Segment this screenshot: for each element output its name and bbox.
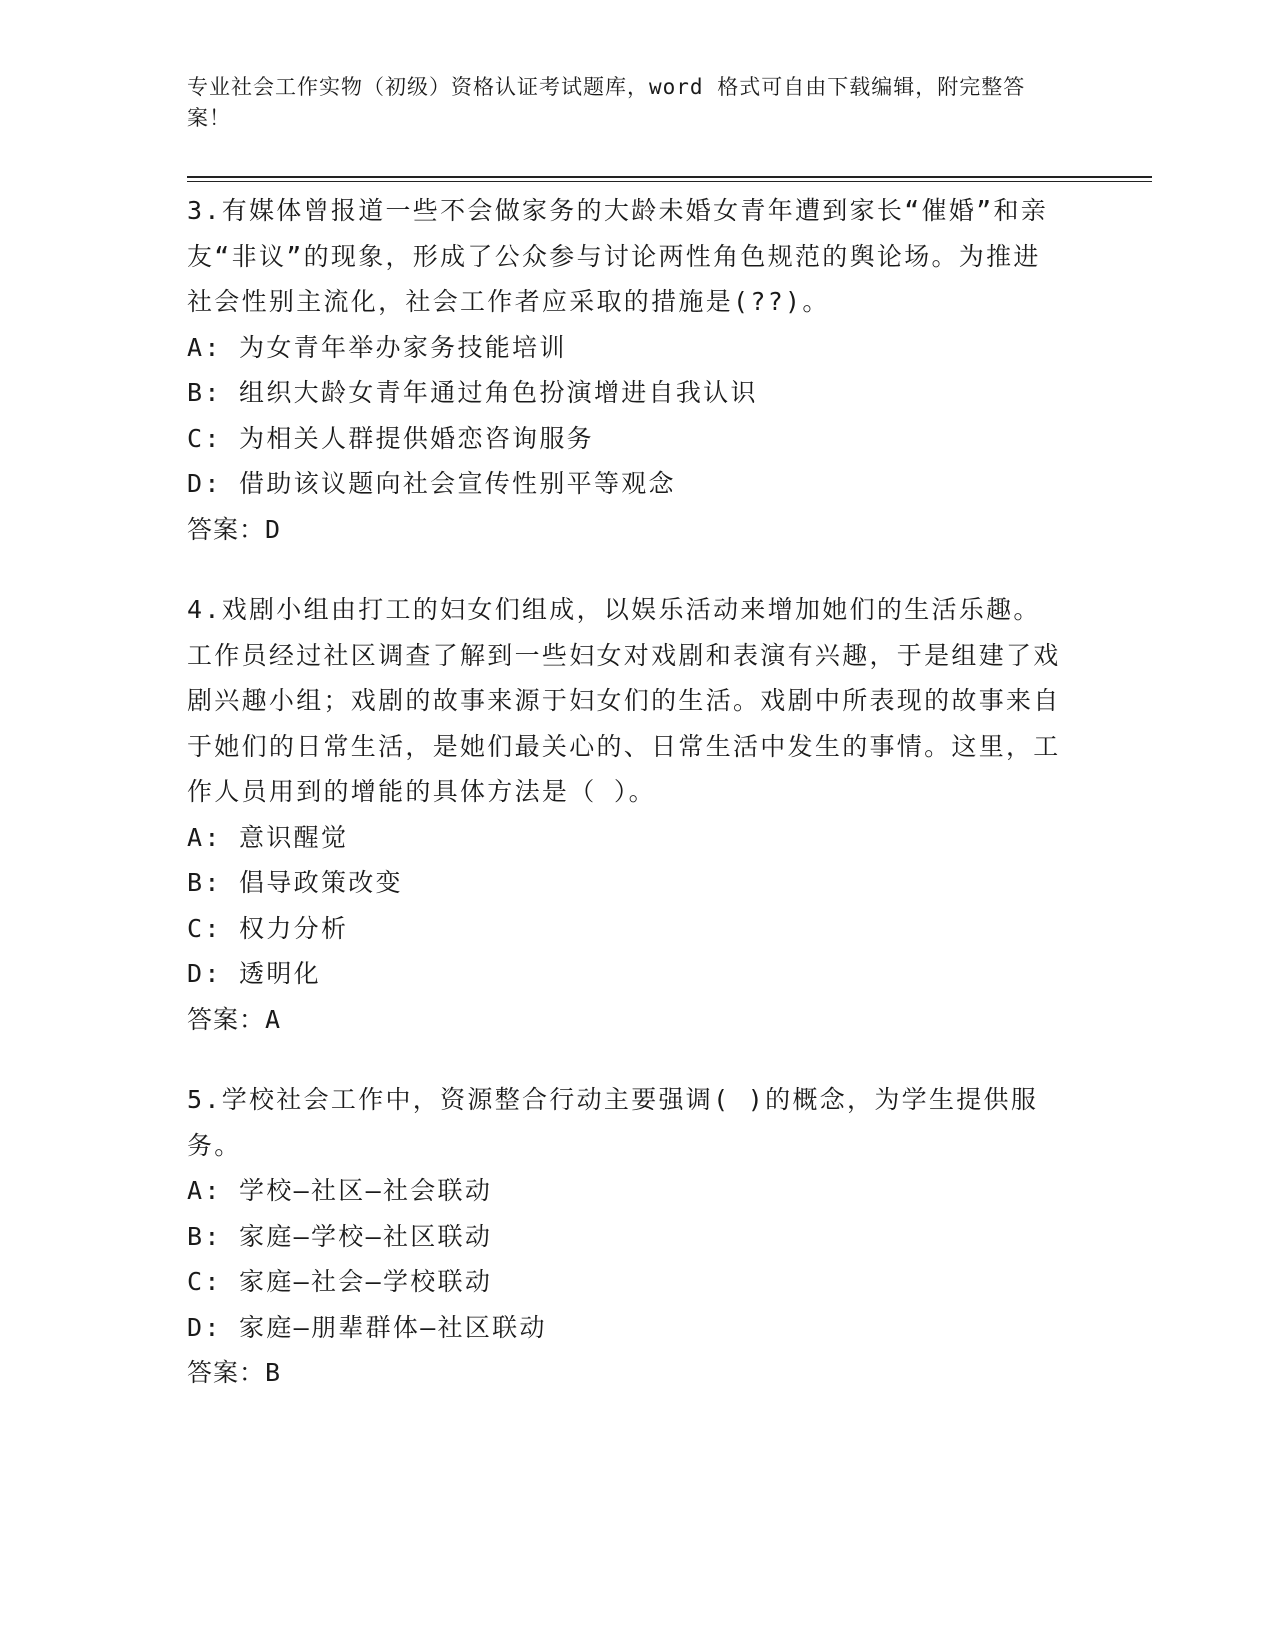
option-b: B: 倡导政策改变 xyxy=(187,868,403,897)
option-b: B: 组织大龄女青年通过角色扮演增进自我认识 xyxy=(187,378,758,407)
option-d: D: 透明化 xyxy=(187,959,321,988)
option-a: A: 为女青年举办家务技能培训 xyxy=(187,332,567,362)
option-c: C: 为相关人群提供婚恋咨询服务 xyxy=(187,423,594,453)
option-c: C: 权力分析 xyxy=(187,913,349,943)
question-text: 4.戏剧小组由打工的妇女们组成，以娱乐活动来增加她们的生活乐趣。工作员经过社区调查了解到一些妇女对戏剧和表演有兴趣，于是组建了戏剧兴趣小组；戏剧的故事来源于妇女们的生活。戏剧中所表现的故事来自于她们的日常生活，是她们最关心的、日常生活中发生的事情。这里，工作人员用到的增能的具体方法是（ ）。 xyxy=(187,595,1061,806)
answer-text: 答案：D xyxy=(187,514,282,544)
question-item xyxy=(187,587,1067,1042)
question-text: 5.学校社会工作中，资源整合行动主要强调( )的概念，为学生提供服务。 xyxy=(187,1085,1039,1160)
option-a: A: 学校—社区—社会联动 xyxy=(187,1176,493,1205)
question-text: 3.有媒体曾报道一些不会做家务的大龄未婚女青年遭到家长“催婚”和亲友“非议”的现象，形成了公众参与讨论两性角色规范的舆论场。为推进社会性别主流化，社会工作者应采取的措施是(??)。 xyxy=(187,196,1049,316)
question-list xyxy=(187,188,1067,1431)
option-d: D: 借助该议题向社会宣传性别平等观念 xyxy=(187,469,676,498)
header-divider-thick xyxy=(187,176,1152,178)
question-item xyxy=(187,1077,1067,1396)
option-a: A: 意识醒觉 xyxy=(187,822,349,852)
option-d: D: 家庭—朋辈群体—社区联动 xyxy=(187,1312,547,1342)
header-divider-thin xyxy=(187,181,1152,182)
answer-text: 答案：B xyxy=(187,1358,282,1387)
document-header: 专业社会工作实物（初级）资格认证考试题库，word 格式可自由下载编辑，附完整答案！ xyxy=(187,75,1026,130)
option-c: C: 家庭—社会—学校联动 xyxy=(187,1267,493,1296)
question-item xyxy=(187,188,1067,552)
answer-text: 答案：A xyxy=(187,1004,282,1034)
option-b: B: 家庭—学校—社区联动 xyxy=(187,1221,493,1251)
